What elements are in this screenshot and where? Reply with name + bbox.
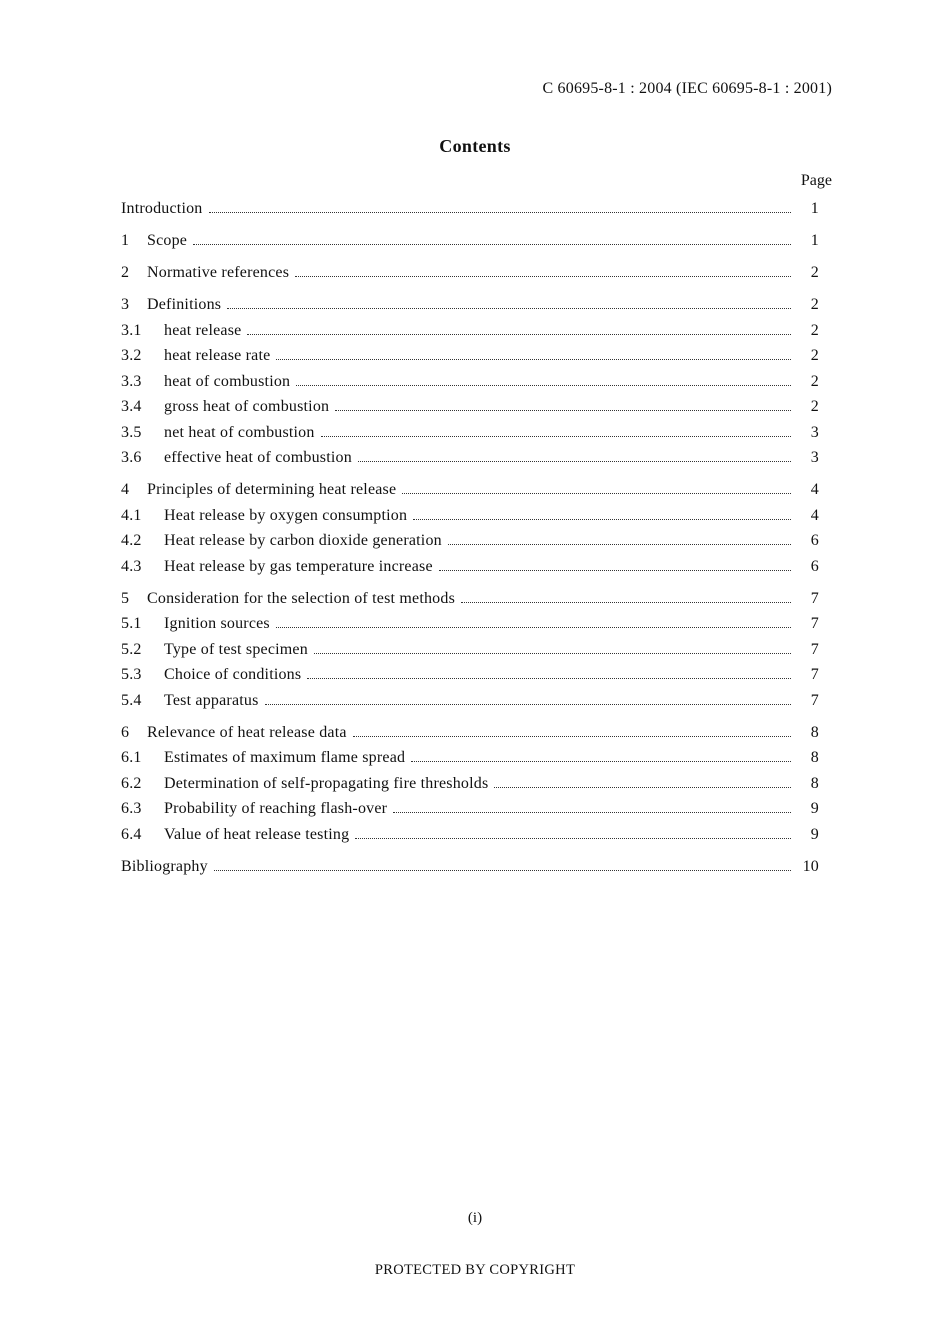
toc-entry-text: effective heat of combustion [164, 449, 352, 466]
toc-entry-page: 8 [810, 749, 819, 766]
toc-entry-number: 6.3 [121, 800, 142, 817]
toc-entry-number: 2 [121, 264, 130, 281]
toc-entry-6-4[interactable] [121, 826, 819, 852]
toc-entry-number: 6 [121, 723, 130, 741]
toc-entry-5-4[interactable] [121, 692, 819, 718]
copyright-notice: PROTECTED BY COPYRIGHT [374, 1262, 576, 1278]
toc-entry-number: 6.2 [121, 774, 142, 792]
toc-entry-text: Value of heat release testing [164, 825, 350, 843]
toc-entry-3[interactable] [121, 296, 819, 322]
toc-entry-text: heat release rate [164, 347, 271, 364]
toc-entry-page: 7 [810, 666, 819, 683]
toc-entry-number: 4.1 [121, 506, 142, 524]
toc-entry-6-2[interactable] [121, 775, 819, 801]
toc-entry-page: 9 [810, 825, 819, 843]
toc-entry-number: 3.2 [121, 347, 142, 364]
toc-entry-number: 4.2 [121, 532, 142, 549]
toc-entry-number: 5 [121, 589, 130, 607]
dot-leader [494, 787, 791, 788]
footer-page-number: (i) [467, 1210, 483, 1226]
toc-entry-number: 3 [121, 296, 130, 313]
toc-entry-page: 1 [810, 200, 819, 217]
toc-entry-number: 3.6 [121, 449, 142, 466]
toc-entry-page: 2 [810, 347, 819, 364]
toc-entry-5-1[interactable] [121, 615, 819, 641]
toc-entry-text: Normative references [147, 264, 290, 281]
toc-entry-3-1[interactable] [121, 322, 819, 348]
dot-leader [358, 461, 791, 462]
toc-entry-text: Determination of self-propagating fire thresholds [164, 774, 489, 792]
dot-leader [321, 436, 791, 437]
dot-leader [448, 544, 791, 545]
toc-entry-1[interactable] [121, 232, 819, 258]
dot-leader [402, 493, 791, 494]
toc-entry-4-3[interactable] [121, 558, 819, 584]
dot-leader [296, 385, 791, 386]
toc-entry-number: 3.3 [121, 372, 142, 390]
table-of-contents [121, 200, 819, 883]
dot-leader [276, 627, 791, 628]
toc-entry-page: 8 [810, 723, 819, 741]
toc-entry-number: 6.4 [121, 825, 142, 843]
dot-leader [393, 812, 791, 813]
toc-entry-text: gross heat of combustion [164, 398, 330, 415]
toc-entry-number: 1 [121, 232, 130, 249]
toc-entry-page: 4 [810, 506, 819, 524]
toc-entry-number: 4 [121, 481, 130, 498]
toc-entry-4-2[interactable] [121, 532, 819, 558]
toc-entry-2[interactable] [121, 264, 819, 290]
dot-leader [335, 410, 791, 411]
toc-entry-3-3[interactable] [121, 373, 819, 399]
dot-leader [227, 308, 791, 309]
toc-entry-3-4[interactable] [121, 398, 819, 424]
toc-entry-text: Definitions [147, 296, 222, 313]
toc-entry-page: 9 [810, 800, 819, 817]
dot-leader [265, 704, 791, 705]
toc-entry-number: 3.1 [121, 321, 142, 339]
toc-entry-text: Consideration for the selection of test methods [147, 589, 456, 607]
toc-entry-text: Type of test specimen [164, 640, 308, 658]
toc-entry-text: Bibliography [121, 857, 208, 875]
toc-entry-number: 6.1 [121, 749, 142, 766]
toc-entry-page: 8 [810, 774, 819, 792]
toc-entry-page: 2 [810, 321, 819, 339]
toc-entry-6-1[interactable] [121, 749, 819, 775]
toc-entry-text: Introduction [121, 200, 203, 217]
toc-entry-number: 5.4 [121, 691, 142, 709]
toc-entry-number: 5.2 [121, 640, 142, 658]
dot-leader [413, 519, 791, 520]
page-title: Contents [439, 136, 511, 156]
toc-entry-page: 4 [810, 481, 819, 498]
toc-entry-page: 6 [810, 557, 819, 575]
toc-entry-text: Principles of determining heat release [147, 481, 397, 498]
toc-entry-page: 2 [810, 372, 819, 390]
dot-leader [276, 359, 791, 360]
toc-entry-page: 7 [810, 640, 819, 658]
dot-leader [214, 870, 791, 871]
dot-leader [461, 602, 791, 603]
toc-entry-text: Test apparatus [164, 691, 259, 709]
toc-entry-introduction[interactable] [121, 200, 819, 226]
toc-entry-page: 7 [810, 589, 819, 607]
toc-entry-6[interactable] [121, 724, 819, 750]
toc-entry-page: 2 [810, 264, 819, 281]
toc-entry-number: 4.3 [121, 557, 142, 575]
toc-entry-page: 6 [810, 532, 819, 549]
toc-entry-bibliography[interactable] [121, 858, 819, 884]
toc-entry-number: 5.1 [121, 615, 142, 632]
toc-entry-text: Estimates of maximum flame spread [164, 749, 406, 766]
toc-entry-text: heat of combustion [164, 372, 291, 390]
toc-entry-text: Relevance of heat release data [147, 723, 347, 741]
toc-entry-3-2[interactable] [121, 347, 819, 373]
toc-entry-text: Probability of reaching flash-over [164, 800, 388, 817]
toc-entry-number: 3.4 [121, 398, 142, 415]
toc-entry-3-6[interactable] [121, 449, 819, 475]
toc-entry-number: 3.5 [121, 423, 142, 441]
dot-leader [307, 678, 791, 679]
toc-entry-text: Scope [147, 232, 188, 249]
toc-entry-text: Choice of conditions [164, 666, 302, 683]
dot-leader [439, 570, 791, 571]
document-header: C 60695-8-1 : 2004 (IEC 60695-8-1 : 2001) [542, 80, 832, 97]
toc-entry-page: 7 [810, 691, 819, 709]
dot-leader [353, 736, 791, 737]
toc-entry-text: Ignition sources [164, 615, 270, 632]
dot-leader [209, 212, 792, 213]
toc-entry-5-2[interactable] [121, 641, 819, 667]
toc-entry-text: Heat release by oxygen consumption [164, 506, 408, 524]
toc-entry-page: 1 [810, 232, 819, 249]
toc-entry-text: net heat of combustion [164, 423, 315, 441]
toc-entry-text: Heat release by carbon dioxide generation [164, 532, 442, 549]
toc-entry-6-3[interactable] [121, 800, 819, 826]
dot-leader [314, 653, 791, 654]
toc-entry-text: heat release [164, 321, 242, 339]
dot-leader [295, 276, 791, 277]
toc-entry-5[interactable] [121, 590, 819, 616]
toc-entry-page: 3 [810, 423, 819, 441]
toc-entry-3-5[interactable] [121, 424, 819, 450]
dot-leader [411, 761, 791, 762]
toc-entry-4[interactable] [121, 481, 819, 507]
dot-leader [193, 244, 791, 245]
dot-leader [355, 838, 791, 839]
toc-entry-page: 2 [810, 398, 819, 415]
toc-entry-page: 10 [802, 857, 819, 875]
toc-entry-number: 5.3 [121, 666, 142, 683]
dot-leader [247, 334, 791, 335]
toc-entry-4-1[interactable] [121, 507, 819, 533]
toc-entry-text: Heat release by gas temperature increase [164, 557, 433, 575]
toc-entry-page: 7 [810, 615, 819, 632]
toc-entry-page: 2 [810, 296, 819, 313]
page-column-label: Page [800, 172, 832, 189]
toc-entry-5-3[interactable] [121, 666, 819, 692]
toc-entry-page: 3 [810, 449, 819, 466]
